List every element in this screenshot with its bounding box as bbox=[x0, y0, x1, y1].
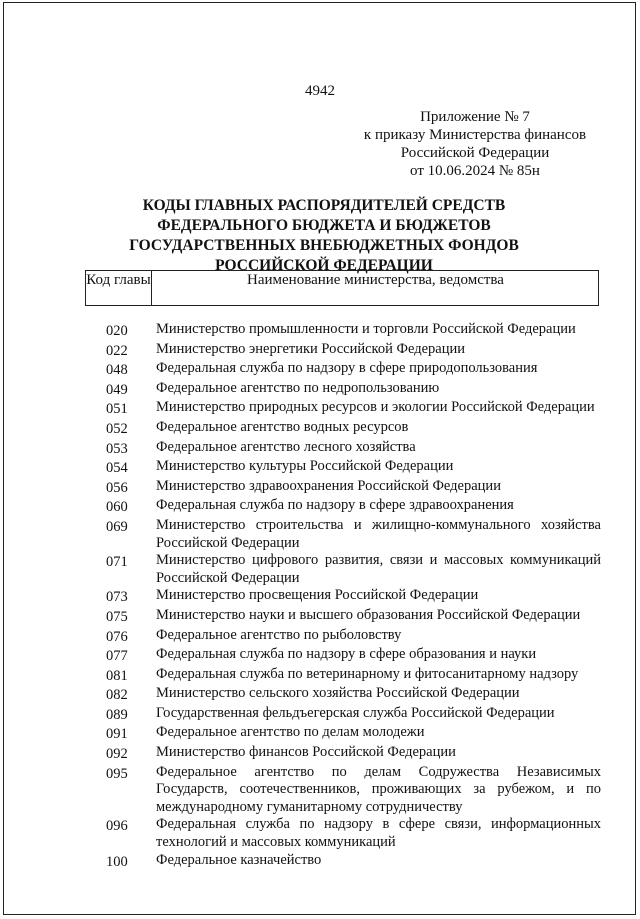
appendix-line-3: Российской Федерации bbox=[400, 145, 550, 161]
appendix-header bbox=[360, 108, 590, 180]
row-name: Федеральное агентство лесного хозяйства bbox=[156, 438, 416, 455]
table-row bbox=[85, 478, 601, 498]
row-name: Министерство энергетики Российской Федерации bbox=[156, 340, 465, 357]
row-code: 022 bbox=[106, 342, 128, 359]
row-code: 069 bbox=[106, 518, 128, 535]
table-row bbox=[85, 360, 601, 380]
row-code: 076 bbox=[106, 628, 128, 645]
table-row bbox=[85, 321, 601, 341]
table-row bbox=[85, 419, 601, 439]
row-name: Федеральная служба по надзору в сфере связи, информационных технологий и массовых коммуникаций bbox=[156, 816, 601, 851]
row-code: 056 bbox=[106, 479, 128, 496]
row-code: 073 bbox=[106, 589, 128, 606]
row-name: Федеральное агентство по рыболовству bbox=[156, 626, 402, 643]
row-code: 060 bbox=[106, 499, 128, 516]
table-row bbox=[85, 380, 601, 400]
row-code: 095 bbox=[106, 765, 128, 782]
row-name: Министерство финансов Российской Федерации bbox=[156, 744, 456, 761]
table-row bbox=[85, 341, 601, 361]
row-code: 020 bbox=[106, 323, 128, 339]
table-row bbox=[85, 458, 601, 478]
row-code: 071 bbox=[106, 554, 128, 571]
row-code: 100 bbox=[106, 853, 128, 870]
row-name: Федеральная служба по надзору в сфере здравоохранения bbox=[156, 497, 514, 514]
row-code: 091 bbox=[106, 726, 128, 743]
table-row bbox=[85, 724, 601, 744]
appendix-line-1: Приложение № 7 bbox=[420, 109, 530, 125]
table-row bbox=[85, 646, 601, 666]
row-code: 096 bbox=[106, 818, 128, 835]
row-name: Федеральное агентство по недропользованию bbox=[156, 379, 440, 396]
row-name: Федеральное казначейство bbox=[156, 851, 322, 868]
row-name: Министерство природных ресурсов и экологии Российской Федерации bbox=[156, 399, 595, 416]
row-name: Федеральная служба по надзору в сфере природопользования bbox=[156, 360, 538, 377]
table-row bbox=[85, 587, 601, 607]
table-row bbox=[85, 685, 601, 705]
row-name: Федеральное агентство водных ресурсов bbox=[156, 418, 409, 435]
row-code: 081 bbox=[106, 667, 128, 684]
row-code: 054 bbox=[106, 460, 128, 477]
table-row bbox=[85, 744, 601, 764]
row-code: 075 bbox=[106, 608, 128, 625]
table-row bbox=[85, 852, 601, 872]
name-column-header: Наименование министерства, ведомства bbox=[247, 272, 504, 288]
row-name: Министерство промышленности и торговли Российской Федерации bbox=[156, 321, 576, 337]
row-name: Министерство сельского хозяйства Российской Федерации bbox=[156, 685, 520, 702]
row-code: 089 bbox=[106, 706, 128, 723]
table-row bbox=[85, 517, 601, 552]
row-code: 053 bbox=[106, 440, 128, 457]
row-code: 051 bbox=[106, 401, 128, 418]
row-name: Министерство культуры Российской Федерации bbox=[156, 458, 454, 475]
row-name: Федеральное агентство по делам молодежи bbox=[156, 724, 425, 741]
table-row bbox=[85, 764, 601, 817]
document-title: КОДЫ ГЛАВНЫХ РАСПОРЯДИТЕЛЕЙ СРЕДСТВ ФЕДЕРАЛЬНОГО БЮДЖЕТА И БЮДЖЕТОВ ГОСУДАРСТВЕННЫХ ВНЕБЮДЖЕТНЫХ ФОНДОВ РОССИЙСКОЙ ФЕДЕРАЦИИ bbox=[129, 197, 519, 274]
page-number: 4942 bbox=[305, 83, 335, 99]
row-code: 092 bbox=[106, 746, 128, 763]
row-name: Министерство просвещения Российской Федерации bbox=[156, 587, 479, 604]
appendix-line-2: к приказу Министерства финансов bbox=[363, 127, 587, 143]
table-row bbox=[85, 627, 601, 647]
row-name: Министерство здравоохранения Российской Федерации bbox=[156, 477, 501, 494]
code-column-header: Код главы bbox=[86, 271, 152, 305]
table-row bbox=[85, 497, 601, 517]
appendix-line-4: от 10.06.2024 № 85н bbox=[410, 163, 540, 179]
table-row bbox=[85, 705, 601, 725]
row-code: 077 bbox=[106, 648, 128, 665]
table-row bbox=[85, 666, 601, 686]
row-name: Федеральная служба по ветеринарному и фитосанитарному надзору bbox=[156, 665, 579, 682]
table-row bbox=[85, 552, 601, 587]
row-name: Министерство строительства и жилищно-коммунального хозяйства Российской Федерации bbox=[156, 516, 601, 551]
table-header bbox=[85, 270, 599, 306]
row-code: 049 bbox=[106, 381, 128, 398]
row-name: Министерство науки и высшего образования Российской Федерации bbox=[156, 606, 581, 623]
row-code: 082 bbox=[106, 687, 128, 704]
table-row bbox=[85, 607, 601, 627]
row-name: Министерство цифрового развития, связи и массовых коммуникаций Российской Федерации bbox=[156, 552, 601, 586]
row-name: Федеральное агентство по делам Содружества Независимых Государств, соотечественников, проживающих за рубежом, и по международному гуманитарному сотрудничеству bbox=[156, 763, 601, 815]
row-code: 052 bbox=[106, 420, 128, 437]
table-body bbox=[85, 321, 601, 871]
table-row bbox=[85, 399, 601, 419]
row-name: Федеральная служба по надзору в сфере образования и науки bbox=[156, 646, 537, 663]
row-name: Государственная фельдъегерская служба Российской Федерации bbox=[156, 704, 555, 721]
table-row bbox=[85, 439, 601, 459]
row-code: 048 bbox=[106, 362, 128, 379]
table-row bbox=[85, 816, 601, 851]
